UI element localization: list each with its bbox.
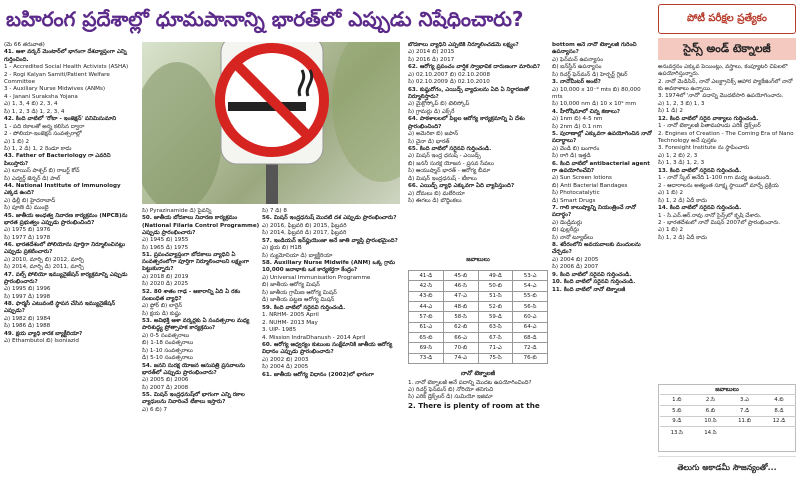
answer-cell: 4.బి (762, 395, 796, 406)
option-text: బి) Anti Bacterial Bandages (552, 182, 628, 189)
option-text: 3. 1974లో 'నానో' పదాన్ని మొదటిసారి ఉపయోగించారు. (658, 93, 784, 100)
question-text: 54. జనని సురక్ష యోజన ఆసుపత్రి ప్రసవాలను భారత్‌లో ఎప్పుడు ప్రారంభించారు? (142, 362, 245, 376)
question-text: 52. 80 శాతం గాఢ - ఆకారాన్ని ఏది ఏ రకం సంబంధిత వ్యాధి? (142, 288, 241, 302)
answer-key-title: జవాబులు (715, 386, 739, 393)
answer-cell (762, 427, 796, 438)
option-text: ఎ) అమెరికా బి) జపాన్ (408, 131, 459, 138)
question-text: 66. ఎయిడ్స్ వ్యాధి ఎక్కువగా ఏది వ్యాపిస్తుంది? (408, 183, 515, 190)
option-text: సి) 2014, ఫిబ్రవరి డి) 2017, ఫిబ్రవరి (262, 230, 347, 237)
answer-cell: 47-ఎ (443, 291, 478, 301)
option-text: సి) నానో ట్యూబ్‌లు (552, 234, 594, 241)
answer-cell: 46-సి (443, 281, 478, 291)
answers-title: జవాబులు (466, 256, 490, 263)
option-text: సి) 1-10 సంవత్సరాలు (142, 347, 193, 354)
option-text: 1 - పది రకాలతో అన్న కలిసిన ద్వారా (4, 123, 85, 130)
option-text: ఎ) ఫ్లోర్ బి) లారైన్ (142, 303, 183, 310)
option-text: బి) జననీ సురక్ష యోజన - ప్రసవ సేవలు (408, 160, 494, 167)
answer-cell: 6.బి (694, 405, 728, 416)
answer-cell: 50-బి (478, 281, 513, 291)
question-text: 3. నానోమీటర్ అంటే? (552, 79, 601, 86)
no-smoking-photo (142, 42, 400, 204)
option-text: సి) ఎడ్వర్డ్ జెన్నర్ డి) పాల్ (4, 175, 61, 182)
question-text: 9. కింది వాటిలో సరైనవి గుర్తించండి. (552, 271, 632, 278)
option-text: సి) Photocatalytic (552, 190, 600, 197)
answer-cell: 10.సి (694, 416, 728, 427)
option-text: సి) రిచర్డ్ ఫెన్‌మన్ డి) హెర్బర్ట్ గ్లెటర్ (552, 71, 628, 78)
answer-cell: 56-సి (513, 301, 548, 311)
answer-cell: 60-ఎ (513, 312, 548, 322)
question-text: 45. జాతీయ అంధత్వ నివారణ కార్యక్రమం (NPCB)ను భారత ప్రభుత్వం ఎప్పుడు ప్రారంభించింది? (4, 212, 128, 226)
question-text: బోదకాలు వ్యాధిని ఎప్పటికి నిర్మూలించడమే లక్ష్యం? (408, 42, 519, 48)
option-text: ఎ) 2016, ఫిబ్రవరి బి) 2015, ఫిబ్రవరి (262, 222, 347, 229)
answer-cell: 59-డి (478, 312, 513, 322)
option-text: సి) ఈగలు డి) బొద్దింకలు (408, 198, 462, 205)
option-text: సి) 2016 డి) 2017 (408, 56, 455, 63)
option-text: 1 - Accredited Social Health Activists (ASHA) (4, 64, 129, 71)
answer-cell: 69-సి (409, 343, 444, 353)
answer-cell: 48-బి (443, 301, 478, 311)
answer-cell: 65-బి (409, 332, 444, 342)
section-title: సైన్స్ అండ్ టెక్నాలజీ (658, 38, 796, 60)
answer-cell: 61-ఎ (409, 322, 444, 332)
question-text: 64. పాఠశాలలలో పిల్లల ఆరోగ్య కార్యక్రమాన్ని ఏ దేశం ప్రారంభించింది? (408, 116, 525, 130)
question-text: 51. ప్రపంచవ్యాప్తంగా బోదకాలు వ్యాధిని ఏ సంవత్సరంలోగా పూర్తిగా నిర్మూలించాలని లక్ష్యంగా పెట్టుకున్నారు? (142, 252, 250, 273)
question-text: 10. కింది వాటిలో సరైనవి గుర్తించండి. (552, 279, 636, 286)
option-text: ఎ) 1, 3, 4 బి) 2, 3, 4 (4, 101, 58, 108)
no-smoking-icon (142, 42, 400, 204)
answer-cell: 64-ఎ (513, 322, 548, 332)
question-text: 8. శరీరంలోని అవయవాలకు మందులను చేర్చడం? (552, 242, 641, 256)
answer-cell: 49-డి (478, 271, 513, 281)
question-text: 47. పల్స్ పోలియో ఇమ్యునైజేషన్ కార్యక్రమాన్ని ఎప్పుడు ప్రారంభించారు? (4, 271, 128, 285)
question-text: 44. National Institute of Immunology ఎక్కడ ఉంది? (4, 183, 121, 197)
answer-cell: 1.బి (660, 395, 694, 406)
answer-cell: 8.డి (762, 405, 796, 416)
option-text: 3 - Auxiliary Nurse Midwives (ANMs) (4, 86, 106, 93)
column-1 (4, 42, 134, 498)
option-text: సి) 2nm డి) 0.1 nm (552, 123, 602, 130)
answer-cell: 55-బి (513, 291, 548, 301)
answer-cell: 53-ఎ (513, 271, 548, 281)
table-row (660, 395, 796, 406)
option-text: సి) 10,000 nm డి) 10 x 10⁹ mm (552, 101, 637, 108)
option-text: సి) 02.10.2009 డి) 02.10.2010 (408, 79, 490, 86)
answer-cell: 57-బి (409, 312, 444, 322)
nano-section-title: నానో టెక్నాలజీ (460, 370, 496, 377)
answer-cell: 76-బి (513, 353, 548, 363)
question-text: 13. కింది వాటిలో సరైనవి గుర్తించండి. (658, 167, 742, 174)
question-text: 55. మిషన్ ఇంద్రధనుష్‌లో భాగంగా ఎన్ని రకాల వ్యాధులను నివారించే టీకాలు ఇస్తారు? (142, 392, 245, 406)
option-text: (మే 66 తరువాత) (4, 42, 45, 48)
option-text: ఎ) 2002 బి) 2003 (262, 356, 309, 363)
tag-badge: పోటీ పరీక్షల ప్రత్యేకం (658, 4, 796, 34)
question-text: 6. కింది వాటిలో antibacterial agent గా ఉపయోగించేవి? (552, 160, 650, 174)
table-row (409, 312, 548, 322)
table-row (409, 353, 548, 363)
option-text: 4. Mission IndraDhanush - 2014 April (262, 334, 366, 341)
option-text: ఎ) Ethambutol బి) Isoniazid (4, 338, 79, 345)
question-text: 49. క్షయ వ్యాధి కారక బ్యాక్టీరియా? (4, 330, 83, 337)
answer-cell: 9.డి (660, 416, 694, 427)
option-text: బి) ఐన్‌స్టీన్ ఉపన్యాసం (552, 64, 602, 71)
option-text: ఎ) 6 బి) 7 (142, 406, 168, 413)
option-text: బి) 1-18 సంవత్సరాలు (142, 340, 194, 347)
column-4 (408, 42, 548, 292)
question-text: 58. Auxiliary Nurse Midwife (ANM) ఒక్క గ్రామ 10,000 జనాభాకు ఒక కార్యకర్తగా కేంద్రం? (262, 260, 396, 274)
question-text: 14. కింది వాటిలో సరైనవి గుర్తించండి. (658, 205, 742, 212)
option-text: సి) 2004 డి) 2005 (262, 364, 309, 371)
option-text: సి) 1, 2, 3 డి) 1, 2, 3, 4 (4, 108, 65, 115)
answer-cell: 43-బి (409, 291, 444, 301)
option-text: 4 - Janani Suraksha Yojana (4, 93, 78, 100)
option-text: సి) 1997 డి) 1998 (4, 293, 51, 300)
option-text: ఎ) 1, 2, 3 బి) 1, 3 (658, 100, 705, 107)
option-text: సి) ఆయుష్మాన్ భారత్ - ఆరోగ్య బీమా (408, 168, 491, 175)
option-text: ఎ) 2018 బి) 2019 (142, 273, 189, 280)
option-text: సి) క్షయ డి) కుష్టు (142, 310, 181, 317)
answer-cell: 5.బి (660, 405, 694, 416)
answer-key-box (658, 384, 796, 452)
question-text: 63. కుష్ఠురోగం, ఎయిడ్స్ వ్యాధులను ఏది ఏ నిర్ధారణతో నిర్మూలిస్తారు? (408, 86, 530, 100)
column-5 (552, 42, 652, 498)
option-text: సి) జాతీయ గ్రామీణ ఆరోగ్య మిషన్ (262, 289, 337, 296)
question-text: bottom అనే నానో టెక్నాలజీ గురించి ఉపన్యాసం? (552, 42, 637, 56)
option-text: అనువర్తనం ఎక్కువ పెయింట్లు, వస్త్రాలు, కంప్యూటర్ చిప్‌లలో ఉపయోగిస్తున్నారు. (658, 64, 788, 78)
option-text: 2. నానో మెడిసిన్, నానో ఎలక్ట్రానిక్స్ ఆహార ప్యాకేజింగ్‌లో నానో కు అవకాశాలు ఉన్నాయి. (658, 78, 793, 92)
answer-cell: 54-ఎ (513, 281, 548, 291)
nano-section (408, 370, 548, 498)
option-text: సి) 1986 డి) 1988 (4, 323, 51, 330)
option-text: సి) 1977 డి) 1978 (4, 234, 51, 241)
question-text: 61. జాతీయ ఆరోగ్య విధానం (2002)లో భాగంగా (262, 371, 374, 378)
question-text: 56. మిషన్ ఇంద్రధనుష్ మొదటి దశ ఎప్పుడు ప్రారంభించారు? (262, 215, 397, 222)
option-text: ఎ) 1 బి) 2 (658, 190, 684, 197)
question-text: 50. జాతీయ బోదకాలు నివారణ కార్యక్రమం (National Filaria Control Programme) ఎప్పుడు ప్రారంభించారు? (142, 215, 260, 236)
option-text: ఎ) 1 బి) 2 (658, 227, 684, 234)
option-text: ఎ) మైక్రోస్కోప్ బి) టెలిస్కోప్ (408, 101, 470, 108)
option-text: ఎ) 1975 బి) 1976 (4, 227, 51, 234)
option-text: సి) 2006 డి) 2007 (552, 264, 599, 271)
table-row (409, 281, 548, 291)
option-text: సి) 2007 డి) 2008 (142, 384, 189, 391)
answer-cell: 3.ఎ (727, 395, 762, 406)
option-text: సి) 1, 2 డి) ఏదీ కాదు (658, 234, 707, 241)
question-text: 46. భారతదేశంలో పోలియోను పూర్తిగా నిర్మూలించినట్లు ఎప్పుడు ప్రకటించారు? (4, 242, 126, 256)
option-text: ఎ) 02.10.2007 బి) 02.10.2008 (408, 71, 491, 78)
option-text: 2 - Rogi Kalyan Samiti/Patient Welfare Committee (4, 71, 110, 85)
question-text: 43. Father of Bacteriology గా ఎవరిని పిలుస్తారు? (4, 153, 111, 167)
option-text: 2. Engines of Creation - The Coming Era of Nano Technology అనే పుస్తకం (658, 130, 794, 144)
option-text: ఎ) రిచర్డ్ ఫెన్‌మన్ బి) నోరియో తనిగుచి (408, 387, 494, 394)
answer-cell: 11.బి (727, 416, 762, 427)
option-text: డి) Smart Drugs (552, 197, 596, 204)
question-text: 62. ఆరోగ్య ప్రపంచం వార్షిక స్వాభావిక దారుణంగా మారింది? (408, 64, 541, 71)
option-text: ఎ) 10,000 x 10⁻⁹ mts బి) 80,000 mts (552, 86, 641, 100)
option-text: ఎ) డెండ్రిమర్లు (552, 219, 583, 226)
option-text: ఎ) 1, 2 బి) 2, 3 (658, 152, 698, 159)
table-row (660, 427, 796, 438)
question-text: 5. పురాణాల్లో ఎక్కువగా ఉపయోగించిన నానో పదార్థాలు? (552, 131, 652, 145)
question-text: 12. కింది వాటిలో సరైన వాక్యాలు గుర్తించండి. (658, 115, 759, 122)
answer-cell: 13.సి (660, 427, 694, 438)
question-text: 11. కింది వాటిలో నానో టెక్నాలజీ (552, 286, 626, 293)
option-text: సి) 1, 2 డి) 1, 2 రెండూ కాదు (4, 146, 72, 152)
option-text: 1 - నానో స్కేల్ అనేది 1-100 nm మధ్య ఉంటుంది. (658, 175, 771, 182)
answer-cell: 62-బి (443, 322, 478, 332)
answer-cell: 67-సి (478, 332, 513, 342)
answer-cell: 51-సి (478, 291, 513, 301)
option-text: డి) మిషన్ ఇంద్రధనుష్ - టీకాలు (408, 175, 477, 182)
answer-cell: 63-సి (478, 322, 513, 332)
option-text: ఎ) 2014 బి) 2015 (408, 49, 455, 56)
option-text: ఎ) 1995 బి) 1996 (4, 286, 51, 293)
option-text: ఎ) 1945 బి) 1955 (142, 237, 189, 244)
option-text: బి) జాతీయ ఆరోగ్య మిషన్ (262, 282, 320, 289)
answer-cell: 52-బి (478, 301, 513, 311)
table-row (409, 322, 548, 332)
page-headline: బహిరంగ ప్రదేశాల్లో ధూమపానాన్ని భారత్‌లో ఎప్పుడు నిషేధించారు? (6, 7, 524, 31)
question-text: 1. నానో టెక్నాలజీ అనే పదాన్ని మొదట ఉపయోగించింది? (408, 380, 532, 386)
answer-cell (727, 427, 762, 438)
option-text: ఎ) ఢిల్లీ బి) హైదరాబాద్ (4, 197, 56, 204)
option-text: 1 - నానో టెక్నాలజీ పితామహుడు ఎరిక్ డ్రెక్స్‌లర్ (658, 123, 761, 130)
table-row (660, 416, 796, 427)
option-text: సి) న్యుమోనియా డి) బ్యాక్టీరియా (262, 252, 333, 259)
option-text: ఎ) మిషన్ ఇంద్ర ధనుష్ - ఎయిడ్స్ (408, 153, 481, 160)
footer-credit: తెలుగు అకాడమీ సౌజన్యంతో... (658, 456, 796, 478)
option-text: సి) 1965 డి) 1975 (142, 244, 189, 251)
option-text: సి) Pyrazinamide డి) పైవన్నీ (142, 208, 212, 214)
question-text: 4. హీరోషిమాలో చిన్న కణాలు? (552, 108, 621, 115)
option-text: ఎ) 1982 బి) 1984 (4, 315, 51, 322)
option-text: 1 - సి.ఎన్.ఆర్.రావు నానో సైన్స్‌లో కృషి చేశారు. (658, 212, 762, 219)
option-text: ఎ) దోమలు బి) మలేరియా (408, 190, 465, 197)
question-text: 65. కింది వాటిలో సరైనవి గుర్తించండి. (408, 146, 492, 152)
answer-cell: 73-డి (409, 353, 444, 363)
option-text: సి) ఎరిక్ డ్రెక్స్‌లర్ డి) సుమియో ఇజిమా (408, 394, 493, 401)
option-text: 2 - భారతదేశంలో నానో మిషన్ 2007లో ప్రారంభించారు. (658, 220, 781, 226)
option-text: ఎ) 2005 బి) 2006 (142, 377, 189, 384)
option-text: బి) ఫుల్లరీన్లు (552, 227, 580, 234)
question-text: 48. ఫార్మసీ ఎటువంటి స్థాపన చేసిన ఇమ్యునైజేషన్ ఎప్పుడు? (4, 301, 116, 315)
option-text: ఎ) 1 బి) 2 (4, 138, 30, 145)
question-text: 7. గాలి కాలుష్యాన్ని నియంత్రించే నానో పదార్థం? (552, 205, 637, 219)
answer-cell: 14.సి (694, 427, 728, 438)
option-text: ఎ) 2004 బి) 2005 (552, 256, 599, 263)
option-text: ఎ) క్షయ బి) H1B (262, 245, 302, 252)
option-text: సి) 1, 3 డి) 1, 2, 3 (658, 160, 705, 167)
option-text: సి) 2014, మార్చి డి) 2011, మార్చి (4, 264, 84, 271)
column-6 (658, 64, 796, 384)
option-text: సి) రాగి డి) ఇత్తడి (552, 153, 591, 160)
table-row (660, 405, 796, 416)
table-row (409, 332, 548, 342)
answer-cell: 12.డి (762, 416, 796, 427)
answer-cell: 74-ఎ (443, 353, 478, 363)
question-text: 60. ఆరోగ్య ఆధ్వర్యం కుటుంబ సంక్షేమానికి జాతీయ ఆరోగ్య విధానం ఎప్పుడు ప్రారంభించారు? (262, 342, 393, 356)
option-text: ఎ) 0-5 సంవత్సరాలు (142, 332, 190, 339)
option-text: 3. UIP- 1985 (262, 327, 297, 334)
answer-cell: 42-సి (409, 281, 444, 291)
answer-cell: 70-బి (443, 343, 478, 353)
question-text: 53. అవిభక్తి ఆశా వర్కర్లకు ఏ సంవత్సరాల మధ్య పారిశుద్ధ్య ప్రోత్సాహక కార్యక్రమం? (142, 318, 250, 332)
option-text: 1. NRHM- 2005 April (262, 312, 319, 319)
question-text: 42. కింది వాటిలో 'రోటా - ఇంజెక్షన్' పనిమిసుమాని (4, 116, 117, 123)
option-text: సి) పూణె డి) ముంబై (4, 205, 49, 212)
answer-key-table (660, 394, 796, 438)
answer-cell: 75-సి (478, 353, 513, 363)
column-3 (262, 208, 404, 498)
question-text: 41. ఆశా వర్కర్ మెంటార్‌లో భాగంగా దేశవ్యాప్తంగా ఎన్ని గుర్తించింది. (4, 49, 127, 63)
option-text: ఎ) లూయిస్ పాశ్చర్ బి) రాబర్ట్ కోచ్ (4, 168, 80, 175)
option-text: సి) 2020 డి) 2025 (142, 281, 189, 288)
column-2 (142, 208, 260, 498)
option-text: సి) 7 డి) 8 (262, 208, 287, 214)
answer-cell: 68-డి (513, 332, 548, 342)
answer-cell: 7.డి (727, 405, 762, 416)
answer-cell: 2.సి (694, 395, 728, 406)
answer-cell: 58-సి (443, 312, 478, 322)
table-row (409, 301, 548, 311)
option-text: సి) 1, 2 డి) ఏదీ కాదు (658, 197, 707, 204)
option-text: డి) 5-10 సంవత్సరాలు (142, 355, 193, 362)
answer-cell: 72-డి (513, 343, 548, 353)
option-text: ఎ) Universal Immunisation Programme (262, 274, 371, 281)
option-text: ఎ) Sun Screen lotions (552, 175, 612, 182)
question-text-large: 2. There is plenty of room at the (408, 401, 540, 411)
option-text: 2 - పోలియా-ఇంజెక్షన్ సంవత్సరాల్లో (4, 131, 82, 138)
option-text: సి) చైనా డి) భారత్ (408, 138, 450, 145)
option-text: ఎ) వెండి బి) బంగారం (552, 145, 600, 152)
option-text: ఎ) 2010, మార్చి బి) 2012, మార్చి (4, 256, 84, 263)
option-text: 2 - ఆదారాలను అత్యంత సూక్ష్మ స్థాయిలో మార్చే ప్రక్రియ (658, 182, 779, 189)
option-text: సి) 1 డి) 2 (658, 108, 683, 115)
table-row (409, 291, 548, 301)
option-text: సి) గ్రామర్లు డి) ఎక్స్‌రే (408, 108, 455, 115)
answer-cell: 41-డి (409, 271, 444, 281)
option-text: ఎ) ఫెన్‌మన్ ఉపన్యాసం (552, 56, 604, 63)
option-text: 3. Foresight Institute ను స్థాపించారు (658, 145, 750, 152)
table-row (409, 271, 548, 281)
answers-table (408, 270, 548, 364)
answer-cell: 44-ఎ (409, 301, 444, 311)
answer-cell: 45-బి (443, 271, 478, 281)
table-row (409, 343, 548, 353)
question-text: 57. ఇండియన్ ఇన్‌ఫ్లుయెంజా అనే జాతి వ్యాప్తి ప్రారంభమైంది? (262, 237, 398, 244)
answer-cell: 66-ఎ (443, 332, 478, 342)
question-text: 59. కింది వాటిలో సరైనవి గుర్తించండి. (262, 304, 346, 311)
answer-cell: 71-ఎ (478, 343, 513, 353)
option-text: 2. NUHM- 2013 May (262, 319, 318, 326)
option-text: ఎ) 1nm బి) 4-5 nm (552, 116, 603, 123)
option-text: డి) జాతీయ పట్టణ ఆరోగ్య మిషన్ (262, 297, 335, 304)
